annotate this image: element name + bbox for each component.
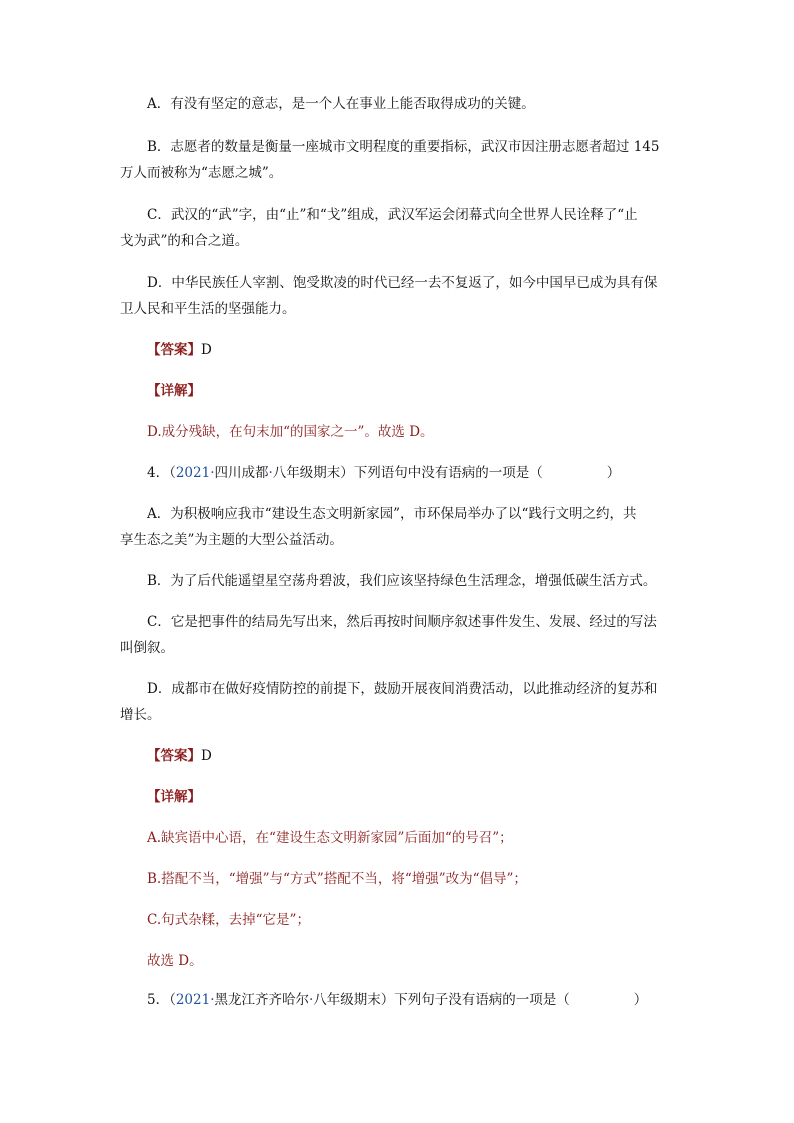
q3-option-b-line1: B．志愿者的数量是衡量一座城市文明程度的重要指标，武汉市因注册志愿者超过 145 [147,139,660,155]
source-separator: · [268,465,273,481]
q4-option-c-line1: C．它是把事件的结局先写出来，然后再按时间顺序叙述事件发生、发展、经过的写法 [147,614,657,630]
source-place: 四川成都 [214,465,269,481]
q3-answer [147,340,677,360]
question-number: 5．（ [147,992,176,1008]
source-term: 八年级期末 [272,465,341,481]
q4-stem [147,463,677,483]
question-stem-end: ） [633,992,648,1008]
q3-option-a: A．有没有坚定的意志，是一个人在事业上能否取得成功的关键。 [147,96,535,112]
answer-value: D [201,342,212,358]
answer-tag: 【答案】 [147,342,201,358]
source-separator: · [210,992,215,1008]
detail-tag: 【详解】 [147,789,201,805]
q4-option-a-line1: A．为积极响应我市“建设生态文明新家园”，市环保局举办了以“践行文明之约，共 [147,506,637,522]
q4-detail-b: B.搭配不当，“增强”与“方式”搭配不当，将“增强”改为“倡导”； [147,871,527,887]
source-place: 黑龙江齐齐哈尔 [214,992,309,1008]
q4-conclusion: 故选 D。 [147,953,203,969]
q3-option-c-line2: 戈为武”的和合之道。 [120,233,249,249]
q4-detail-a: A.缺宾语中心语，在“建设生态文明新家园”后面加“的号召”； [147,830,513,846]
q4-option-d-line1: D．成都市在做好疫情防控的前提下，鼓励开展夜间消费活动，以此推动经济的复苏和 [147,681,658,697]
q3-option-d-line2: 卫人民和平生活的坚强能力。 [120,301,296,317]
q3-detail-tag [147,381,677,401]
question-number: 4．（ [147,465,176,481]
source-year: 2021 [175,465,211,481]
q4-option-a-line2: 享生态之美”为主题的大型公益活动。 [120,532,343,548]
question-stem: ）下列句子没有语病的一项是（ [380,992,570,1008]
question-stem-end: ） [606,465,621,481]
source-separator: · [210,465,215,481]
q4-option-b: B．为了后代能遥望星空荡舟碧波，我们应该坚持绿色生活理念，增强低碳生活方式。 [147,573,657,589]
q3-detail-line: D.成分残缺，在句末加“的国家之一”。故选 D。 [147,424,434,440]
q3-option-c-line1: C．武汉的“武”字，由“止”和“戈”组成，武汉军运会闭幕式向全世界人民诠释了“止 [147,207,638,223]
question-stem: ）下列语句中没有语病的一项是（ [340,465,543,481]
detail-tag: 【详解】 [147,383,201,399]
source-year: 2021 [175,992,211,1008]
q4-option-d-line2: 增长。 [120,707,161,723]
q4-detail-c: C.句式杂糅，去掉“它是”； [147,912,310,928]
q4-option-c-line2: 叫倒叙。 [120,640,174,656]
source-term: 八年级期末 [313,992,381,1008]
q3-option-d-line1: D．中华民族任人宰割、饱受欺凌的时代已经一去不复返了，如今中国早已成为具有保 [147,275,658,291]
answer-tag: 【答案】 [147,748,201,764]
q5-stem [147,990,677,1010]
q4-answer [147,746,677,766]
answer-value: D [201,748,212,764]
q4-detail-tag [147,787,677,807]
q3-option-b-line2: 万人而被称为“志愿之城”。 [120,165,283,181]
source-separator: · [309,992,314,1008]
